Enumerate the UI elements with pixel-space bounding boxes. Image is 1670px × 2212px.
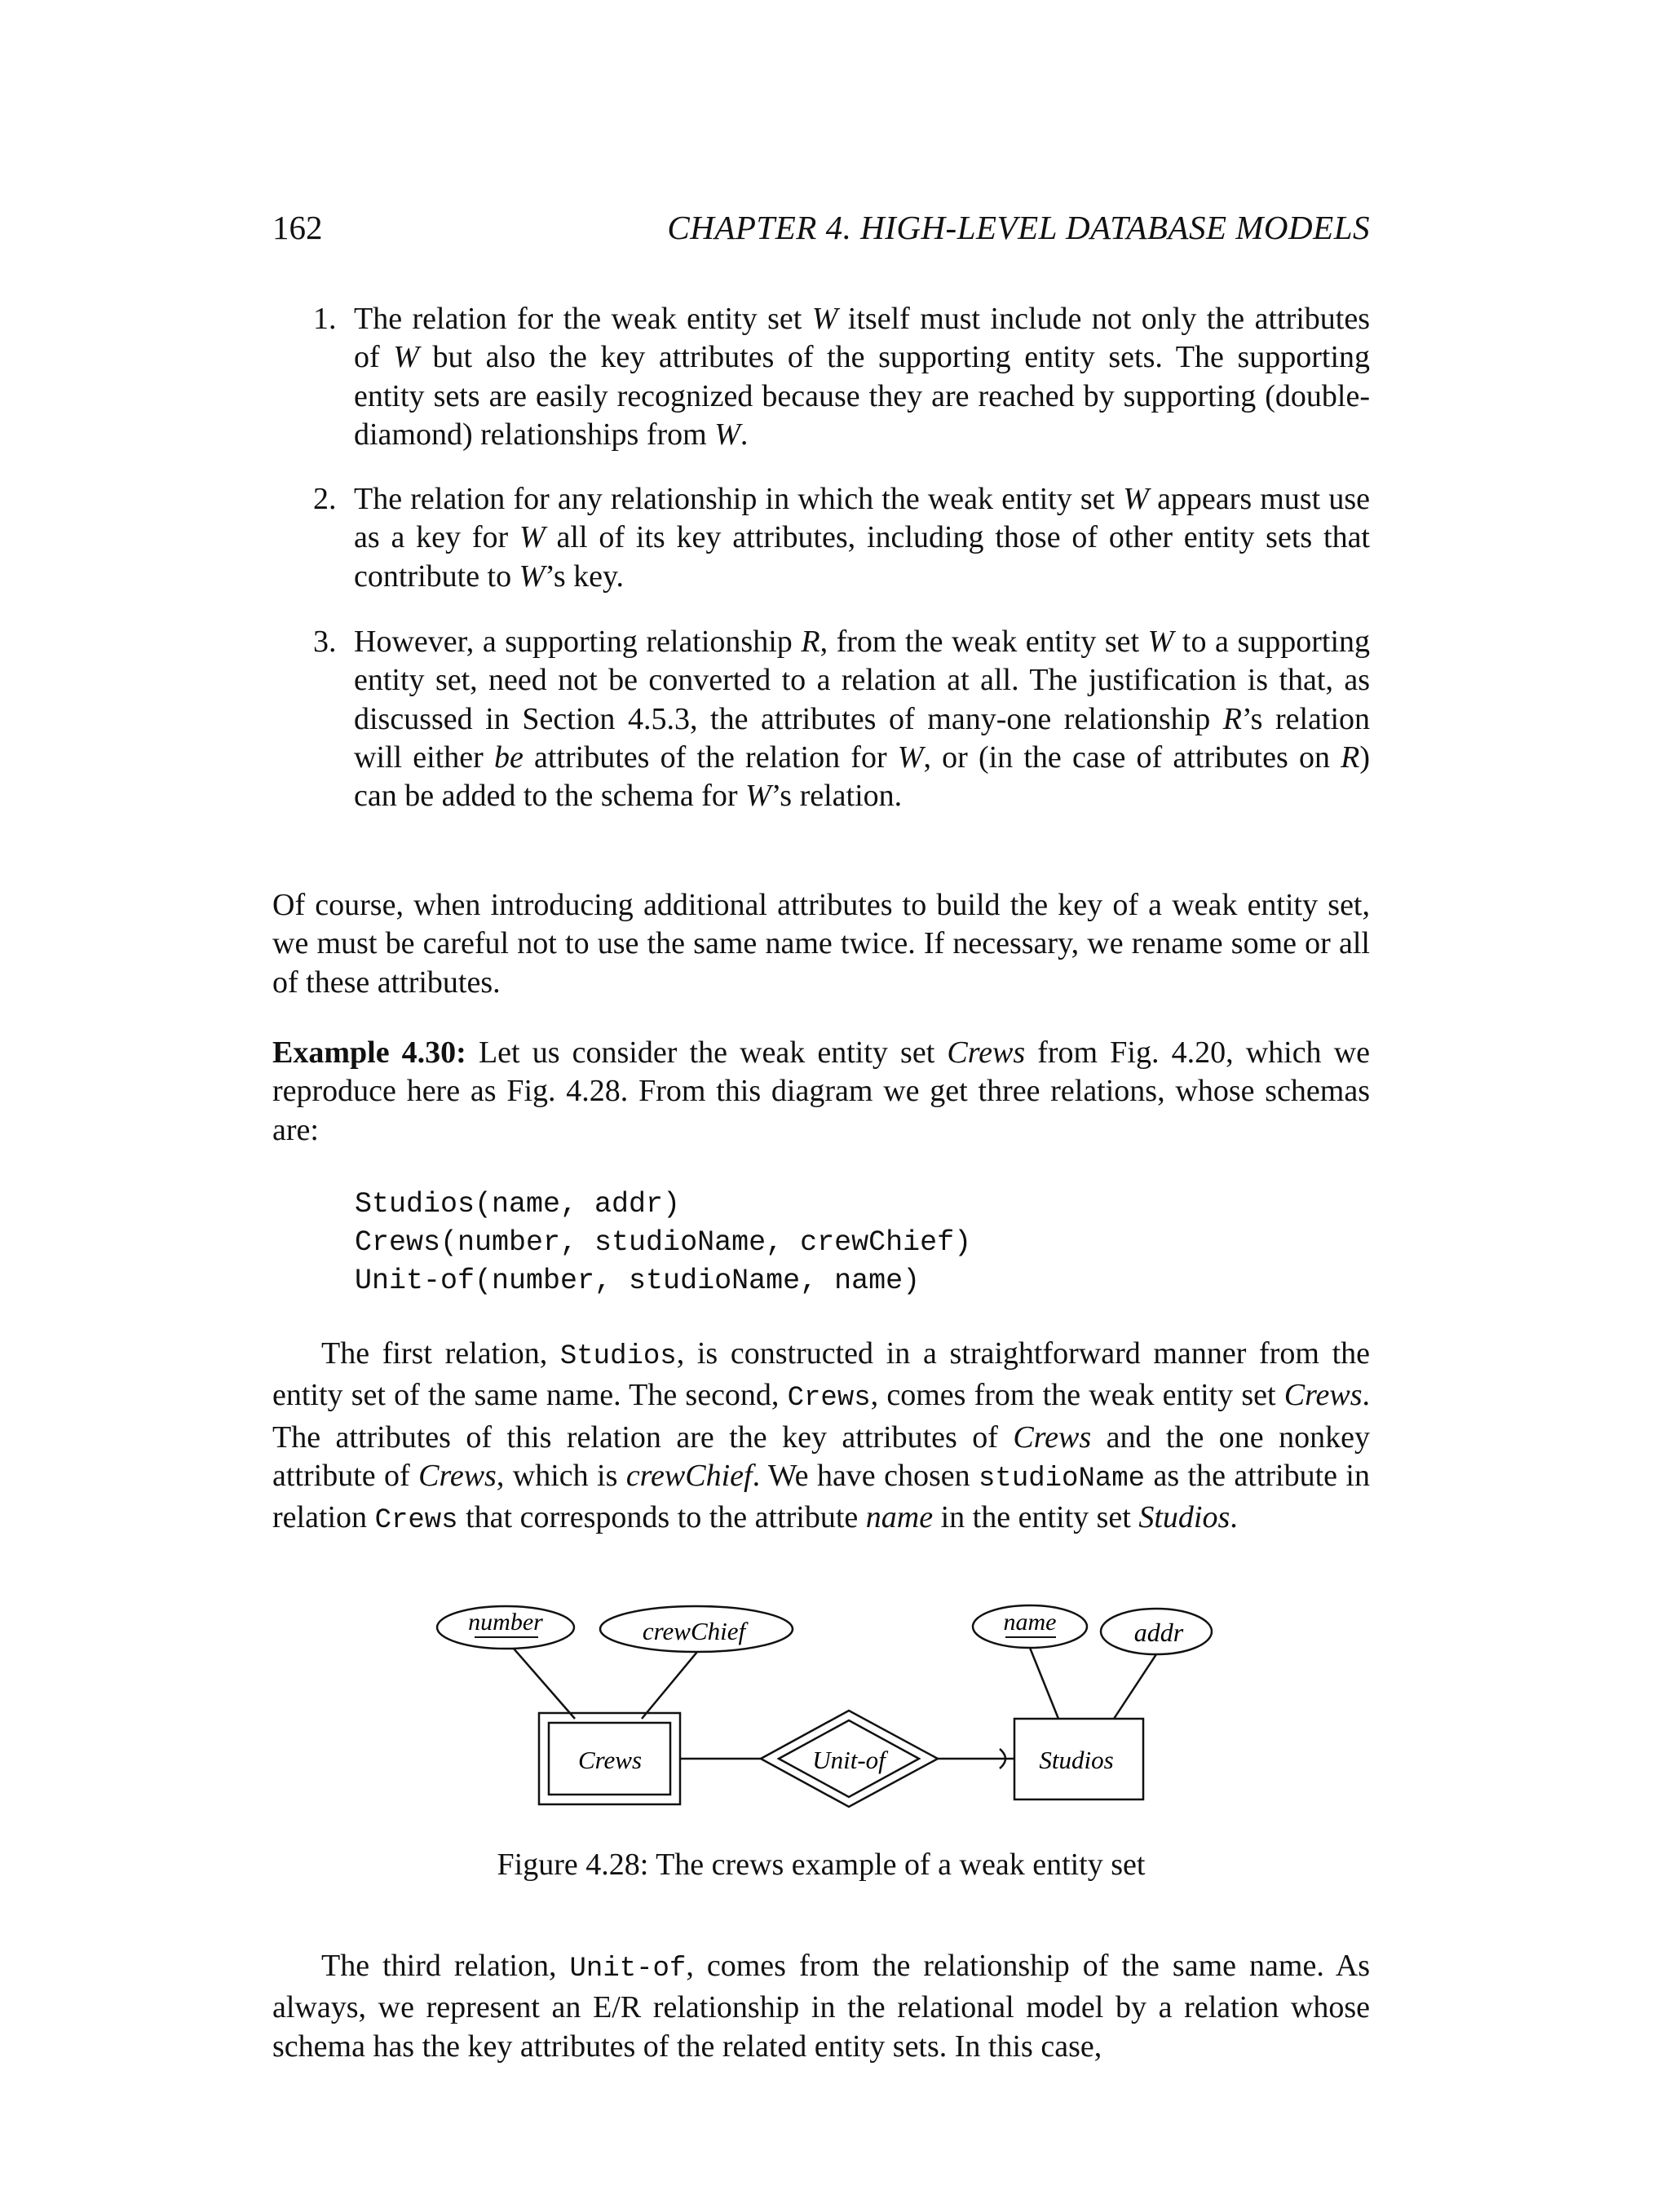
attribute-addr-label: addr bbox=[1133, 1618, 1184, 1647]
list-text: However, a supporting relationship R, from the weak entity set W to a supporting entity set, need not be converted to a relation at all. The justification is that, as discussed in Section 4.5.3, the attributes of many-one relationship R’s relation will either be attributes of the relation for W, or (in the case of attributes on R) can be added to the schema for W’s relation. bbox=[354, 625, 1371, 814]
attribute-crewchief-label: crewChief bbox=[642, 1617, 746, 1645]
entity-crews-label: Crews bbox=[577, 1746, 643, 1774]
page-number: 162 bbox=[272, 209, 323, 246]
chapter-title: CHAPTER 4. HIGH-LEVEL DATABASE MODELS bbox=[667, 209, 1370, 246]
example-label: Example 4.30: bbox=[272, 1035, 466, 1070]
paragraph: Of course, when introducing additional attributes to build the key of a weak entity set, we must be careful not to use the same name twice. If necessary, we rename some or all of these attributes. bbox=[272, 888, 1370, 1000]
list-text: The relation for any relationship in which the weak entity set W appears must use as a key for W all of its key attributes, including those of other entity sets that contribute to W’s key. bbox=[354, 482, 1370, 594]
attribute-number-label: number bbox=[468, 1609, 543, 1636]
schema-line: Unit-of(number, studioName, name) bbox=[355, 1265, 921, 1297]
entity-studios-label: Studios bbox=[1039, 1746, 1114, 1774]
paragraph: The first relation, Studios, is constructed in a straightforward manner from the entity set of the same name. The second, Crews, comes from the weak entity set Crews. The attributes of this relation are the key attributes of Crews and the one nonkey attribute of Crews, which is crewChief. We have chosen studioName as the attribute in relation Crews that corresponds to the attribute name in the entity set Studios. bbox=[272, 1336, 1371, 1537]
list-text: The relation for the weak entity set W itself must include not only the attributes of W but also the key attributes of the supporting entity sets. The supporting entity sets are easily recognized because they are reached by supporting (double-diamond) relationships from W. bbox=[354, 302, 1371, 452]
schema-line: Crews(number, studioName, crewChief) bbox=[355, 1226, 972, 1259]
attribute-name-label: name bbox=[1003, 1609, 1057, 1636]
list-number: 1. bbox=[313, 302, 337, 336]
paragraph: The third relation, Unit-of, comes from the relationship of the same name. As always, we represent an E/R relationship in the relational model by a relation whose schema has the key attributes of the related entity sets. In this case, bbox=[272, 1949, 1370, 2064]
figure-caption: Figure 4.28: The crews example of a weak entity set bbox=[497, 1848, 1146, 1882]
schema-line: Studios(name, addr) bbox=[355, 1188, 681, 1221]
relationship-unit-of-label: Unit-of bbox=[812, 1746, 886, 1774]
list-number: 2. bbox=[313, 482, 337, 516]
example-paragraph: Example 4.30: Let us consider the weak entity set Crews from Fig. 4.20, which we reproduce here as Fig. 4.28. From this diagram we get three relations, whose schemas are: bbox=[272, 1035, 1370, 1147]
list-number: 3. bbox=[313, 625, 337, 659]
